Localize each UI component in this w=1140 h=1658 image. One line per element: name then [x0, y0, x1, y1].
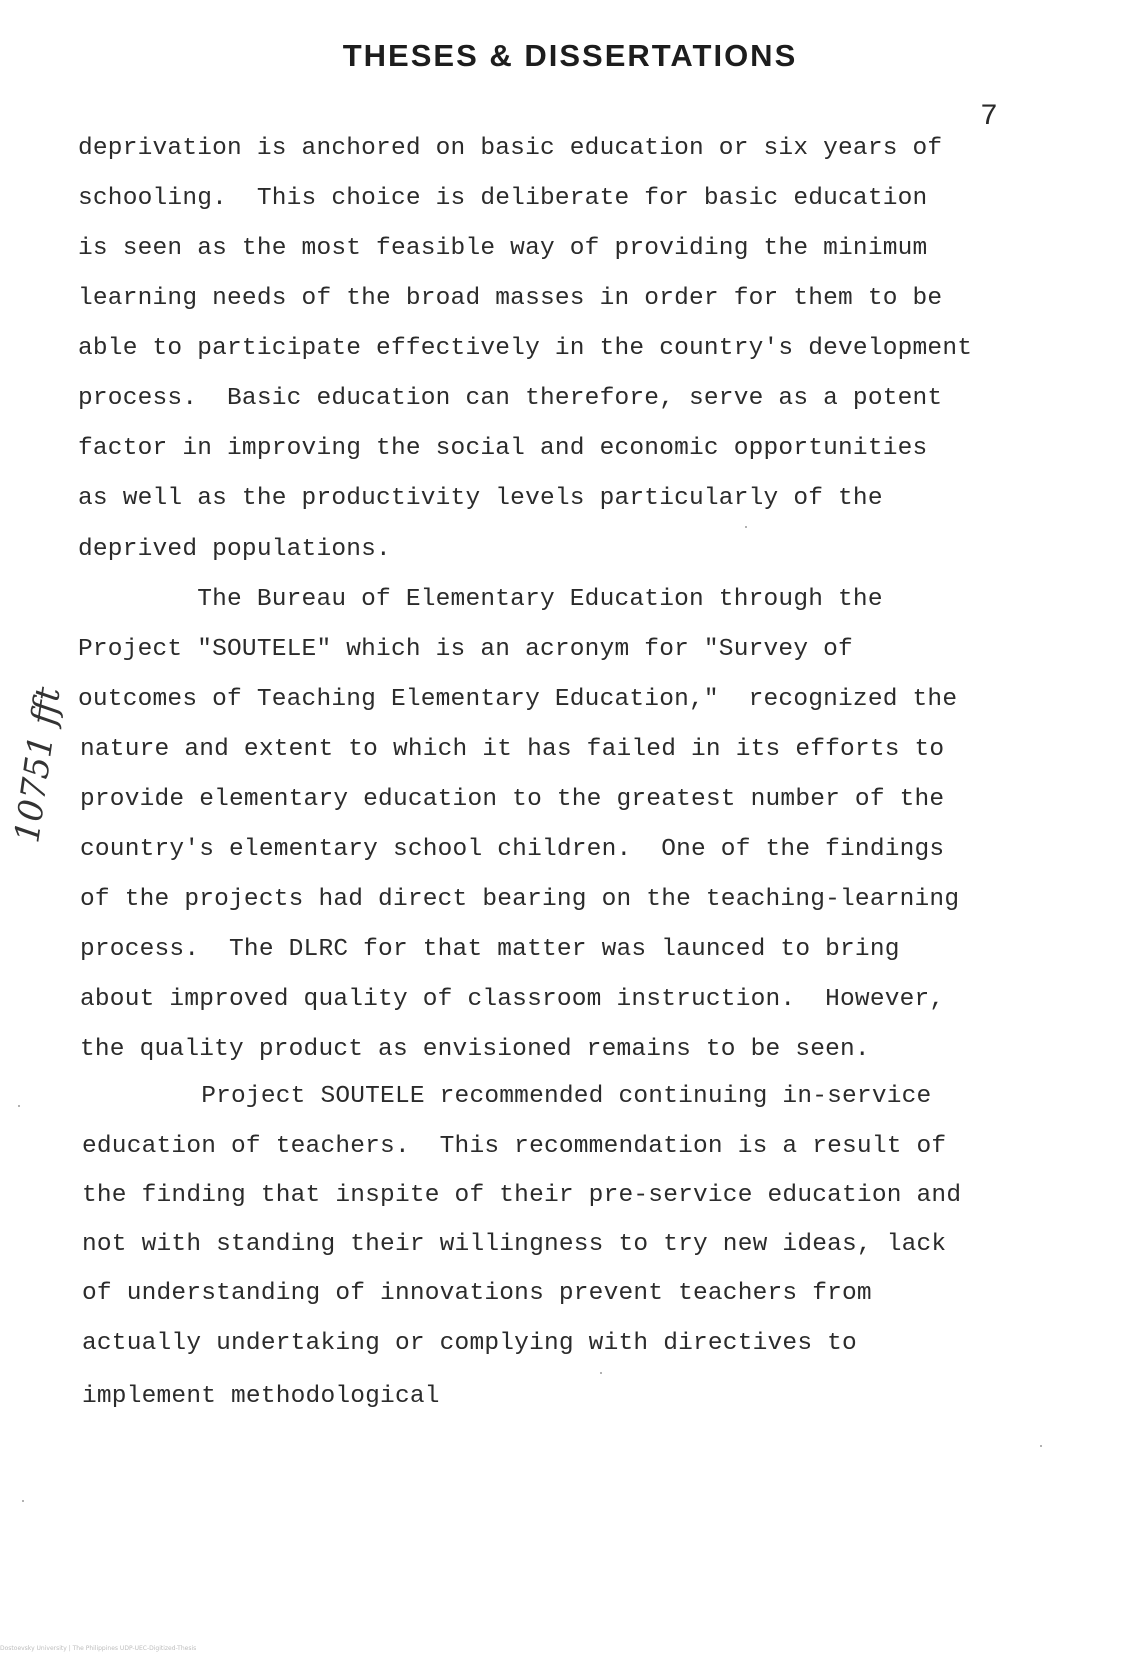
- paragraph-3-line-1: Project SOUTELE recommended continuing in-service: [82, 1083, 932, 1110]
- paragraph-2-line-2: Project "SOUTELE" which is an acronym for "Survey of: [78, 636, 853, 663]
- paragraph-1-line-3: is seen as the most feasible way of providing the minimum: [78, 235, 928, 262]
- paragraph-3-line-7: implement methodological: [82, 1383, 440, 1410]
- paragraph-3-line-5: of understanding of innovations prevent teachers from: [82, 1280, 872, 1307]
- paragraph-2-line-10: the quality product as envisioned remains to be seen.: [80, 1036, 870, 1063]
- paragraph-2-line-3: outcomes of Teaching Elementary Education," recognized the: [78, 686, 958, 713]
- scan-speck: [600, 1372, 602, 1374]
- paragraph-1-line-1: deprivation is anchored on basic education or six years of: [78, 135, 943, 162]
- paragraph-1-line-7: factor in improving the social and economic opportunities: [78, 435, 928, 462]
- page-header-stamp: THESES & DISSERTATIONS: [342, 38, 798, 73]
- paragraph-3-line-4: not with standing their willingness to try new ideas, lack: [82, 1231, 947, 1258]
- paragraph-2-line-1: The Bureau of Elementary Education through the: [78, 586, 883, 613]
- paragraph-2-line-8: process. The DLRC for that matter was launced to bring: [80, 936, 900, 963]
- paragraph-1-line-2: schooling. This choice is deliberate for basic education: [78, 185, 928, 212]
- scan-speck: [745, 526, 747, 528]
- paragraph-2-line-6: country's elementary school children. One of the findings: [80, 836, 945, 863]
- paragraph-2-line-7: of the projects had direct bearing on the teaching-learning: [80, 886, 960, 913]
- scan-speck: [18, 1105, 20, 1107]
- scan-speck: [1040, 1445, 1042, 1447]
- paragraph-2-line-5: provide elementary education to the greatest number of the: [80, 786, 945, 813]
- paragraph-3-line-2: education of teachers. This recommendation is a result of: [82, 1133, 947, 1160]
- paragraph-3-line-3: the finding that inspite of their pre-service education and: [82, 1182, 962, 1209]
- page-number: 7: [980, 100, 999, 134]
- scan-footer-text: Dostoevsky University | The Philippines UDP-UEC-Digitized-Thesis: [0, 1645, 197, 1652]
- scan-speck: [22, 1500, 24, 1502]
- paragraph-1-line-9: deprived populations.: [78, 536, 391, 563]
- paragraph-1-line-6: process. Basic education can therefore, serve as a potent: [78, 385, 943, 412]
- paragraph-3-line-6: actually undertaking or complying with directives to: [82, 1330, 857, 1357]
- paragraph-2-line-9: about improved quality of classroom instruction. However,: [80, 986, 945, 1013]
- paragraph-2-line-4: nature and extent to which it has failed in its efforts to: [80, 736, 945, 763]
- margin-note-text: 10751 fft: [7, 684, 69, 846]
- paragraph-1-line-4: learning needs of the broad masses in order for them to be: [78, 285, 943, 312]
- handwritten-margin-note: [8, 640, 68, 890]
- paragraph-1-line-8: as well as the productivity levels particularly of the: [78, 485, 883, 512]
- paragraph-1-line-5: able to participate effectively in the country's development: [78, 335, 973, 362]
